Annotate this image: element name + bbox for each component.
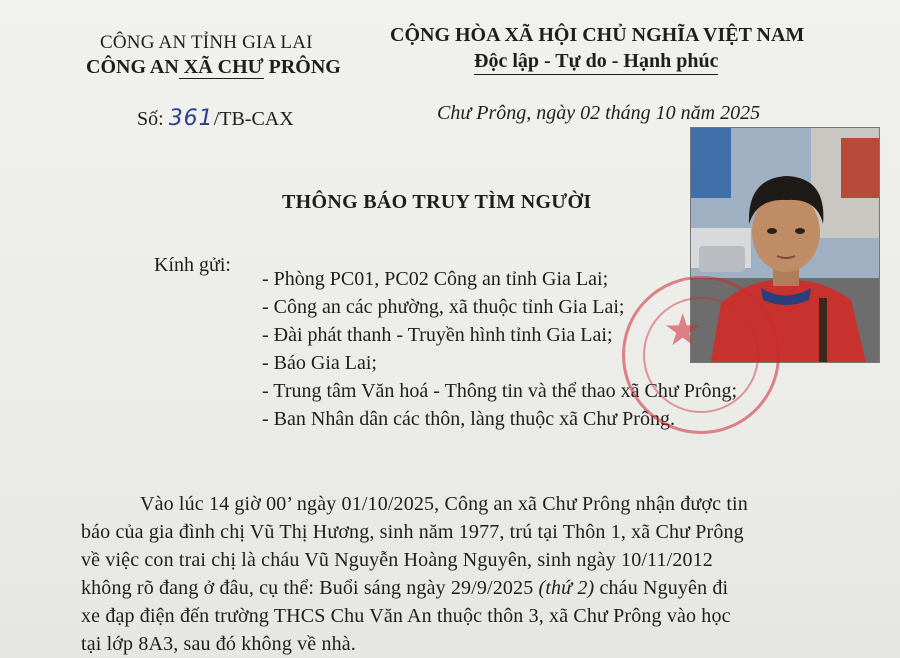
date-line: Chư Prông, ngày 02 tháng 10 năm 2025 [437, 102, 761, 124]
reference-handwritten-number: 361 [168, 106, 214, 131]
agency-parent: CÔNG AN TỈNH GIA LAI [100, 32, 313, 53]
recipient-item: - Trung tâm Văn hoá - Thông tin và thể thao xã Chư Prông; [262, 380, 738, 402]
agency-name-underlined: XÃ CHƯ [178, 56, 264, 78]
body-line: báo của gia đình chị Vũ Thị Hương, sinh năm 1977, trú tại Thôn 1, xã Chư Prông [81, 521, 744, 543]
body-line-segment: không rõ đang ở đâu, cụ thể: Buổi sáng ngày 29/9/2025 [81, 577, 539, 599]
official-seal-icon [622, 276, 780, 434]
body-line-italic: (thứ 2) [538, 577, 595, 599]
agency-name [86, 56, 341, 79]
body-line: Vào lúc 14 giờ 00’ ngày 01/10/2025, Công an xã Chư Prông nhận được tin [140, 493, 748, 515]
seal-star-icon: ★ [663, 305, 703, 356]
reference-suffix: /TB-CAX [213, 108, 294, 130]
body-line: về việc con trai chị là cháu Vũ Nguyễn Hoàng Nguyên, sinh ngày 10/11/2012 [81, 549, 713, 571]
agency-name-pre: CÔNG AN [86, 56, 179, 78]
greeting: Kính gửi: [154, 254, 231, 276]
body-line [81, 577, 728, 600]
recipient-item: - Công an các phường, xã thuộc tỉnh Gia Lai; [262, 296, 625, 318]
recipient-item: - Đài phát thanh - Truyền hình tỉnh Gia Lai; [262, 324, 613, 346]
body-line: tại lớp 8A3, sau đó không về nhà. [81, 633, 356, 655]
recipient-item: - Ban Nhân dân các thôn, làng thuộc xã Chư Prông. [262, 408, 675, 430]
reference-label: Số: [137, 108, 169, 130]
recipient-item: - Báo Gia Lai; [262, 352, 377, 374]
reference-number [137, 106, 294, 131]
body-line: xe đạp điện đến trường THCS Chu Văn An thuộc thôn 3, xã Chư Prông vào học [81, 605, 731, 627]
agency-name-post: PRÔNG [263, 56, 341, 78]
nation-motto: Độc lập - Tự do - Hạnh phúc [474, 50, 718, 75]
body-line-segment: cháu Nguyên đi [594, 577, 729, 599]
recipient-item: - Phòng PC01, PC02 Công an tỉnh Gia Lai; [262, 268, 609, 290]
nation-title: CỘNG HÒA XÃ HỘI CHỦ NGHĨA VIỆT NAM [390, 24, 805, 46]
document-title: THÔNG BÁO TRUY TÌM NGƯỜI [282, 191, 592, 213]
